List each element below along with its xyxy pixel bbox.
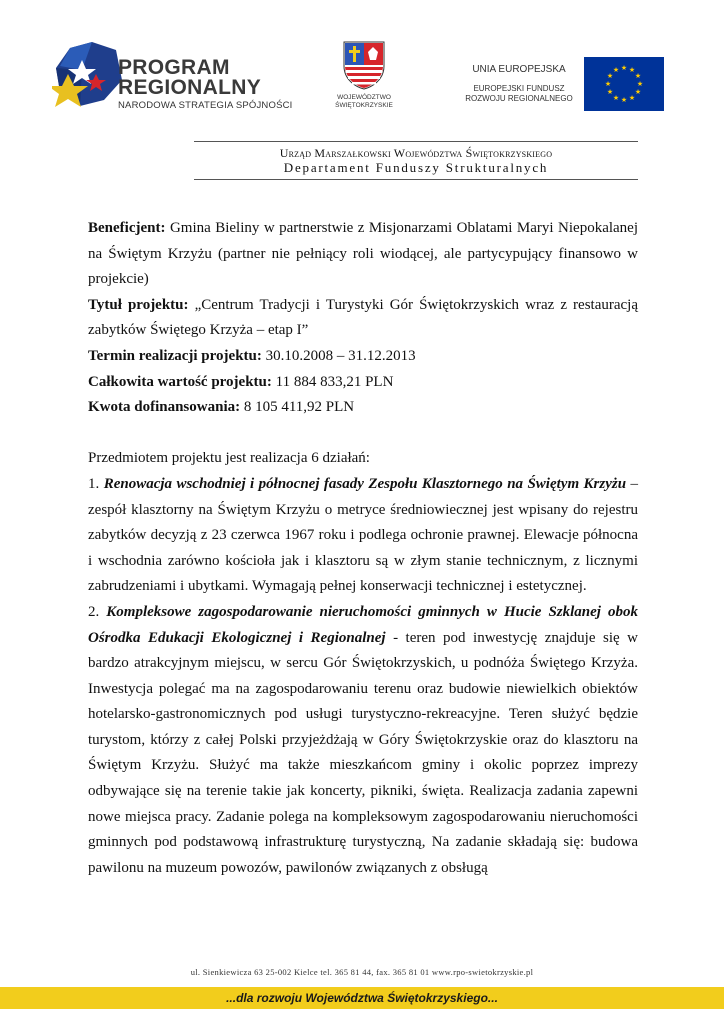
program-line1: PROGRAM	[118, 56, 230, 79]
department-header	[194, 141, 638, 180]
svg-text:★: ★	[606, 72, 614, 80]
office-name: Urząd Marszałkowski Województwa Świętokrzyskiego	[279, 146, 553, 160]
eu-flag-icon	[584, 57, 664, 111]
svg-text:★: ★	[620, 96, 628, 104]
region-line2: ŚWIĘTOKRZYSKIE	[335, 102, 393, 109]
svg-text:★: ★	[628, 94, 636, 102]
svg-text:★: ★	[604, 80, 612, 88]
footer-slogan: ...dla rozwoju Województwa Świętokrzyskiego...	[226, 991, 498, 1005]
program-subtitle: NARODOWA STRATEGIA SPÓJNOŚCI	[118, 100, 293, 111]
term-label: Termin realizacji projektu:	[88, 347, 262, 364]
document-body	[88, 216, 638, 881]
footer-address: ul. Sienkiewicza 63 25-002 Kielce tel. 365 81 44, fax. 365 81 01 www.rpo-swietokrzyskie.pl	[190, 967, 534, 977]
total-paragraph	[88, 370, 638, 396]
title-value: „Centrum Tradycji i Turystyki Gór Świętokrzyskich wraz z restauracją zabytków Świętego Krzyża – etap I”	[88, 296, 638, 339]
bottom-rule	[194, 179, 638, 180]
eu-title: UNIA EUROPEJSKA	[472, 64, 566, 75]
eu-fund-line2: ROZWOJU REGIONALNEGO	[465, 94, 573, 103]
cofund-value: 8 105 411,92 PLN	[243, 399, 355, 416]
eu-text	[460, 64, 578, 104]
region-name	[320, 94, 408, 110]
item2-title: Kompleksowe zagospodarowanie nieruchomości gminnych w Hucie Szklanej obok Ośrodka Edukacji Ekologicznej i Regionalnej	[88, 603, 638, 646]
svg-text:★: ★	[634, 88, 642, 96]
svg-text:★: ★	[636, 80, 644, 88]
intro-paragraph: Przedmiotem projektu jest realizacja 6 działań:	[88, 450, 370, 467]
region-line1: WOJEWÓDZTWO	[337, 94, 391, 101]
item1-paragraph	[88, 472, 638, 600]
svg-text:★: ★	[620, 64, 628, 72]
cofund-paragraph	[88, 395, 638, 421]
title-paragraph	[88, 293, 638, 344]
svg-text:★: ★	[612, 94, 620, 102]
program-line2: REGIONALNY	[118, 76, 262, 99]
item2-text: - teren pod inwestycję znajduje się w bardzo atrakcyjnym miejscu, w sercu Gór Świętokrzyskich, u podnóża Świętego Krzyża. Inwestycja polegać ma na zagospodarowaniu terenu oraz budowie niewielkich obiektów hotelarsko-gastronomicznych pod usługi turystyczno-rekreacyjne. Teren służyć będzie turystom, którzy z całej Polski przyjeżdżają w Góry Świętokrzyskie oraz do klasztoru na Świętym Krzyżu. Służyć ma także mieszkańcom gminy i okolic poprzez imprezy odbywające się na terenie takie jak koncerty, pikniki, święta. Realizacja zadania zapewni nowe miejsca pracy. Zadanie polega na kompleksowym zagospodarowaniu nieruchomości gminnych pod podstawową infrastrukturę turystyczną, Na zadanie składają się: budowa pawilonu na muzeum powozów, pawilonów związanych z obsługą	[88, 629, 639, 876]
total-value: 11 884 833,21 PLN	[275, 373, 394, 390]
beneficiary-value: Gmina Bieliny w partnerstwie z Misjonarzami Oblatami Maryi Niepokalanej na Świętym Krzyżu (partner nie pełniący roli wiodącej, ale partycypujący finansowo w projekcie)	[88, 220, 639, 288]
header-logos	[0, 0, 724, 130]
svg-text:★: ★	[612, 66, 620, 74]
item1-text: – zespół klasztorny na Świętym Krzyżu o metryce średniowiecznej jest wpisany do rejestru zabytków decyzją z 23 czerwca 1967 roku i podlega ochronie prawnej. Elewacje północna i wschodnia zarówno kościoła jak i klasztoru są w złym stanie technicznym, z licznymi zabrudzeniami i ubytkami. Wymagają pełnej konserwacji technicznej i estetycznej.	[88, 475, 639, 595]
svg-text:★: ★	[628, 66, 636, 74]
item1-title: Renowacja wschodniej i północnej fasady Zespołu Klasztornego na Świętym Krzyżu	[103, 475, 627, 492]
department-name: Departament Funduszy Strukturalnych	[283, 160, 549, 175]
program-regionalny-text	[118, 58, 293, 111]
program-regionalny-logo-icon	[52, 40, 122, 112]
top-rule	[194, 141, 638, 142]
term-paragraph	[88, 344, 638, 370]
cofund-label: Kwota dofinansowania:	[88, 399, 241, 416]
item1-number: 1.	[88, 475, 100, 492]
beneficiary-label: Beneficjent:	[88, 220, 166, 236]
item2-paragraph	[88, 600, 638, 882]
svg-text:★: ★	[634, 72, 642, 80]
footer-slogan-bar	[0, 987, 724, 1009]
spacer	[88, 421, 638, 447]
item2-number: 2.	[88, 603, 100, 620]
title-label: Tytuł projektu:	[88, 296, 189, 313]
svg-text:★: ★	[606, 88, 614, 96]
beneficiary-paragraph	[88, 216, 638, 293]
total-label: Całkowita wartość projektu:	[88, 373, 272, 390]
term-value: 30.10.2008 – 31.12.2013	[265, 347, 416, 364]
eu-fund-line1: EUROPEJSKI FUNDUSZ	[473, 84, 565, 93]
region-coat-of-arms-icon	[342, 40, 386, 90]
